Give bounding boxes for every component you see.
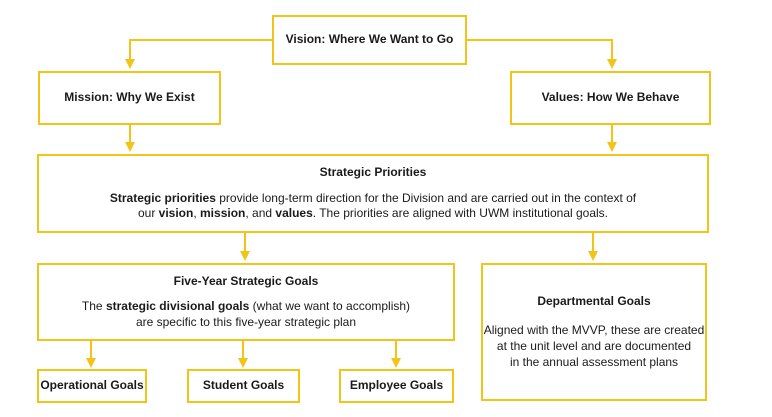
departmental-goals-description: [484, 323, 705, 370]
five-year-text-2: (what we want to accomplish): [249, 299, 411, 314]
five-year-goals-box: [37, 263, 455, 341]
operational-goals-title: Operational Goals: [40, 378, 144, 393]
departmental-goals-box: [481, 263, 707, 401]
departmental-text-1: Aligned with the MVVP, these are created: [483, 323, 705, 338]
mission-title: Mission: Why We Exist: [64, 90, 195, 105]
five-year-text-3: are specific to this five-year strategic plan: [135, 314, 357, 329]
departmental-text-3: in the annual assessment plans: [509, 354, 679, 369]
priorities-text-4: , and: [245, 206, 276, 221]
priorities-text-5: . The priorities are aligned with UWM institutional goals.: [312, 206, 609, 221]
mission-box: [38, 71, 221, 125]
strategic-priorities-description: [110, 191, 636, 222]
employee-goals-box: [339, 369, 454, 403]
vision-box: [272, 15, 467, 65]
strategic-divisional-goals-term: strategic divisional goals: [105, 299, 250, 314]
priorities-text-2: our: [137, 206, 159, 221]
five-year-goals-description: [82, 299, 410, 330]
values-title: Values: How We Behave: [541, 90, 680, 105]
mission-term: mission: [200, 206, 246, 221]
student-goals-box: [187, 369, 300, 403]
arrow-vision-to-values: [467, 40, 612, 64]
student-goals-title: Student Goals: [202, 378, 285, 393]
values-box: [510, 71, 711, 125]
strategic-priorities-term: Strategic priorities: [109, 190, 216, 205]
vision-title: Vision: Where We Want to Go: [285, 32, 454, 47]
operational-goals-box: [37, 369, 147, 403]
employee-goals-title: Employee Goals: [349, 378, 444, 393]
strategic-priorities-title: Strategic Priorities: [319, 165, 427, 180]
departmental-text-2: at the unit level and are documented: [496, 339, 692, 353]
departmental-goals-title: Departmental Goals: [537, 293, 651, 308]
five-year-goals-title: Five-Year Strategic Goals: [173, 273, 319, 288]
five-year-text-1: The: [81, 299, 106, 314]
values-term: values: [275, 206, 313, 221]
priorities-text-3: ,: [193, 206, 201, 221]
vision-term: vision: [158, 206, 194, 221]
priorities-text-1: provide long-term direction for the Division and are carried out in the context of: [215, 190, 637, 205]
arrow-vision-to-mission: [130, 40, 272, 64]
strategic-priorities-box: [37, 154, 709, 233]
